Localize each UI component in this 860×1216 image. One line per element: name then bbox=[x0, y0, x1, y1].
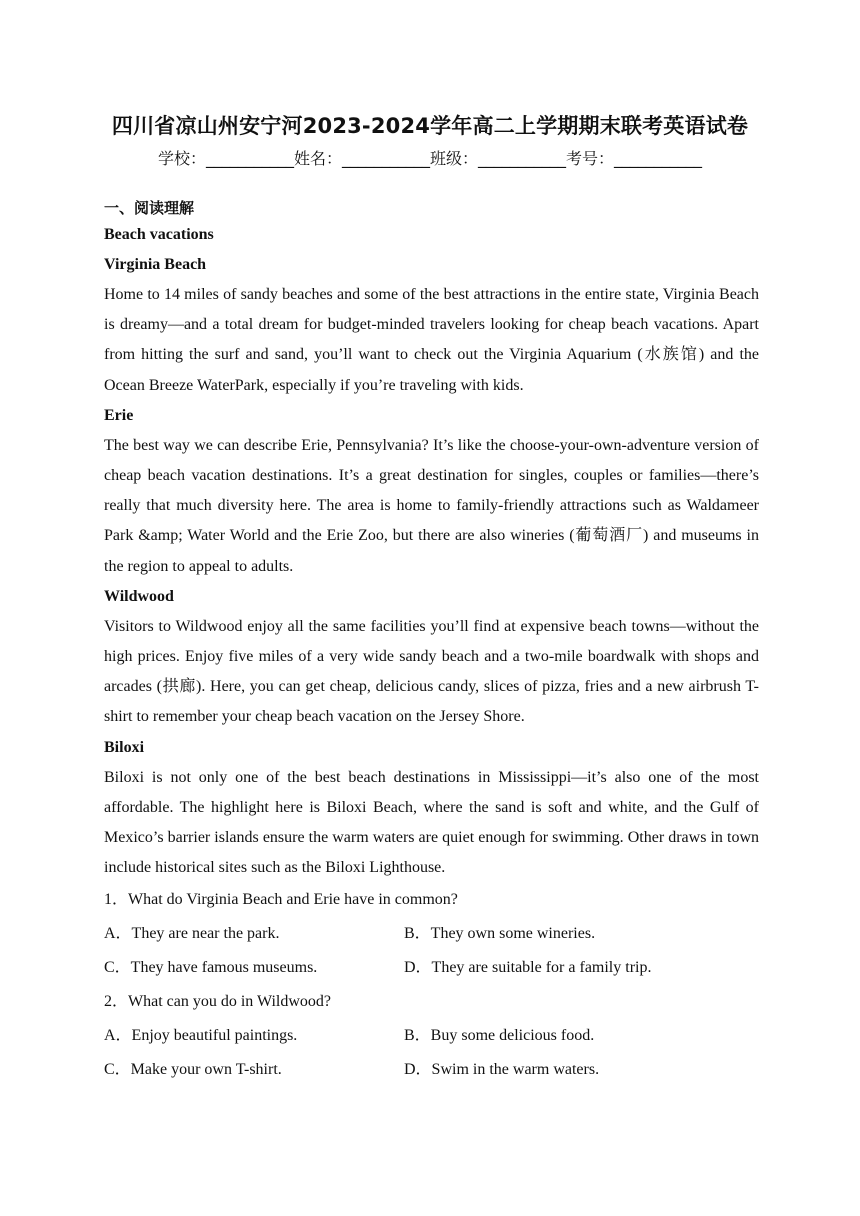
paragraph-heading: Biloxi bbox=[104, 738, 145, 756]
paragraph-text: The best way we can describe Erie, Pennsylvania? It’s like the choose-your-own-adventure version of cheap beach vacation destinations. It’s a great destination for singles, couples or families—there’s really that much diversity here. The area is home to family-friendly attractions such as Waldameer Park &amp; Water World and the Erie Zoo, but there are also wineries (葡萄酒厂) and museums in the region to appeal to adults. bbox=[104, 436, 759, 575]
section-heading: 一、阅读理解 bbox=[104, 199, 195, 217]
question-stem: 1．What do Virginia Beach and Erie have in common? bbox=[104, 891, 458, 909]
reading-section bbox=[104, 196, 759, 1087]
option-row bbox=[104, 951, 759, 985]
option-a: A．They are near the park. bbox=[104, 925, 280, 943]
paragraph-text: Home to 14 miles of sandy beaches and some of the best attractions in the entire state, Virginia Beach is dreamy—and a total dream for budget-minded travelers looking for cheap beach vacations. Apart from hitting the surf and sand, you’ll want to check out the Virginia Aquarium (水族馆) and the Ocean Breeze WaterPark, especially if you’re traveling with kids. bbox=[104, 286, 759, 394]
passage-title: Beach vacations bbox=[104, 226, 214, 243]
option-c: C．They have famous museums. bbox=[104, 959, 318, 977]
option-b: B．They own some wineries. bbox=[404, 925, 596, 943]
paragraph-heading: Virginia Beach bbox=[104, 256, 207, 273]
option-row bbox=[104, 917, 759, 951]
student-info-line: 学校：___________姓名：___________班级：___________考号：___________ bbox=[157, 149, 702, 168]
option-c: C．Make your own T-shirt. bbox=[104, 1061, 282, 1079]
paragraph-text: Biloxi is not only one of the best beach destinations in Mississippi—it’s also one of the most affordable. The highlight here is Biloxi Beach, where the sand is soft and white, and the Gulf of Mexico’s barrier islands ensure the warm waters are quiet enough for swimming. Other draws in town include historical sites such as the Biloxi Lighthouse. bbox=[104, 768, 759, 877]
paragraph-heading: Wildwood bbox=[104, 587, 174, 605]
option-row bbox=[104, 1019, 759, 1053]
option-d: D．They are suitable for a family trip. bbox=[404, 959, 652, 977]
option-a: A．Enjoy beautiful paintings. bbox=[104, 1027, 298, 1045]
paragraph-heading: Erie bbox=[104, 406, 134, 424]
exam-title: 四川省凉山州安宁河2023-2024学年高二上学期期末联考英语试卷 bbox=[111, 114, 749, 138]
option-d: D．Swim in the warm waters. bbox=[404, 1061, 600, 1079]
question-stem: 2．What can you do in Wildwood? bbox=[104, 993, 332, 1011]
paragraph-text: Visitors to Wildwood enjoy all the same facilities you’ll find at expensive beach towns—without the high prices. Enjoy five miles of a very wide sandy beach and a two-mile boardwalk with shops and arcades (拱廊). Here, you can get cheap, delicious candy, slices of pizza, fries and a new airbrush T-shirt to remember your cheap beach vacation on the Jersey Shore. bbox=[104, 617, 759, 726]
option-b: B．Buy some delicious food. bbox=[404, 1027, 595, 1045]
option-row bbox=[104, 1053, 759, 1087]
